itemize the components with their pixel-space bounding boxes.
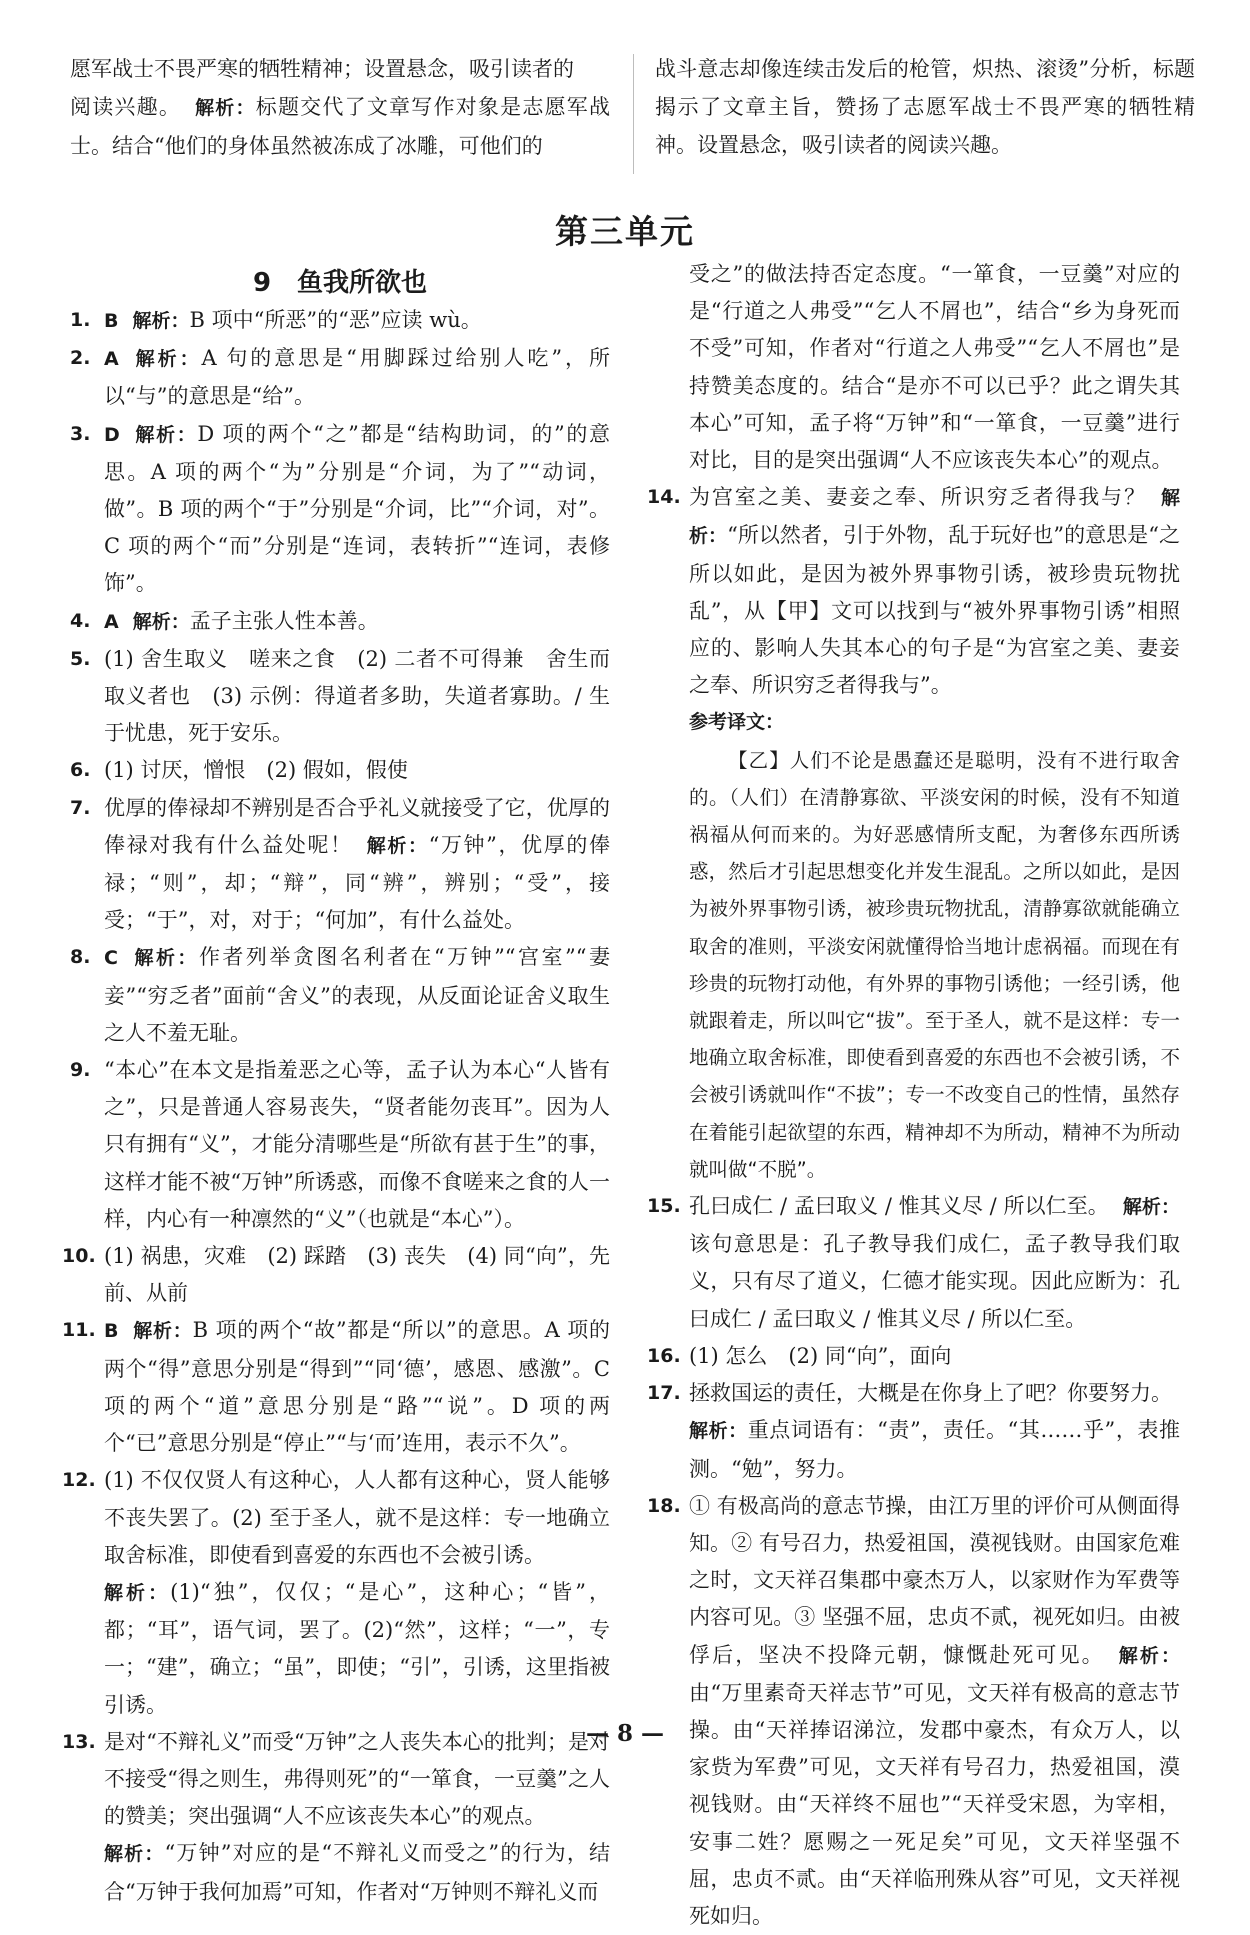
answer-item-12 [62,1462,610,1723]
item-number: 10. [62,1245,96,1268]
jiexi-label: 解析： [133,423,198,446]
item-number: 6. [70,759,91,782]
answer-letter: A [104,610,119,633]
item-number: 11. [62,1319,96,1342]
top-left-line1: 愿军战士不畏严寒的牺牲精神；设置悬念，吸引读者的 [70,57,574,81]
left-column [62,302,610,1911]
item-text: A 句的意思是“用脚踩过给别人吃”，所以“与”的意思是“给”。 [104,346,610,409]
answer-item-2 [70,340,610,415]
answer-letter: B [104,1320,119,1343]
answer-item-9 [70,1052,610,1238]
item-number: 4. [70,609,91,632]
item-number: 3. [70,422,91,445]
item-text: D 项的两个“之”都是“结构助词，的”的意思。A 项的两个“为”分别是“介词，为了”“动词，做”。B 项的两个“于”分别是“介词，比”“介词，对”。C 项的两个“而”分别是“连词，表转折”“连词，表修饰”。 [104,421,610,596]
item-answer-text: ① 有极高尚的意志节操，由江万里的评价可从侧面得知。② 有号召力，热爱祖国，漠视钱财。由国家危难之时，文天祥召集郡中豪杰万人，以家财作为军费等内容可见。③ 坚强不屈，忠贞不贰，视死如归。由被俘后，坚决不投降元朝，慷慨赴死可见。 [689,1493,1180,1667]
item-text: “万钟”，优厚的俸禄；“则”，却；“辩”，同“辨”，辨别；“受”，接受；“于”，对，对于；“何加”，有什么益处。 [104,832,610,933]
item-text: 是对“不辩礼义”而受“万钟”之人丧失本心的批判；是对不接受“得之则生，弗得则死”的“一箪食，一豆羹”之人的赞美；突出强调“人不应该丧失本心”的观点。 [104,1729,610,1829]
jiexi-label: 解析： [104,1581,171,1604]
item-text: 受之”的做法持否定态度。“一箪食，一豆羹”对应的是“行道之人弗受”“乞人不屑也”，结合“乡为身死而不受”可知，作者对“行道之人弗受”“乞人不屑也”是持赞美态度的。结合“是亦不可以已乎？此之谓失其本心”可知，孟子将“万钟”和“一箪食，一豆羹”进行对比，目的是突出强调“人不应该丧失本心”的观点。 [689,262,1180,473]
item-answer-text: 优厚的俸禄却不辨别是否合乎礼义就接受了它，优厚的俸禄对我有什么益处呢！ [104,795,610,857]
translation-text: 人们不论是愚蠢还是聪明，没有不进行取舍的。（人们）在清静寡欲、平淡安闲的时候，没有不知道祸福从何而来的。为好恶感情所支配，为奢侈东西所诱惑，然后才引起思想变化并发生混乱。之所以如此，是因为被外界事物引诱，被珍贵玩物扰乱，清静寡欲就能确立取舍的准则，平淡安闲就懂得恰当地计虑祸福。而现在有珍贵的玩物打动他，有外界的事物引诱他；一经引诱，他就跟着走，所以叫它“拔”。至于圣人，就不是这样：专一地确立取舍标准，即使看到喜爱的东西也不会被引诱，不会被引诱就叫作“不拔”；专一不改变自己的性情，虽然存在着能引起欲望的东西，精神却不为所动，精神不为所动就叫做“不脱”。 [689,748,1180,1181]
item-text: B 项的两个“故”都是“所以”的意思。A 项的两个“得”意思分别是“得到”“同‘德’，感恩、感激”。C 项的两个“道”意思分别是“路”“说”。D 项的两个“已”意思分别是“停止”“与‘而’连用，表示不久”。 [104,1318,610,1456]
jiexi-label: 解析： [131,947,199,970]
item-text: (1) 怎么 (2) 同“向”，面向 [689,1343,952,1368]
unit-title: 第三单元 [555,212,695,251]
item-text: (1) 讨厌，憎恨 (2) 假如，假使 [104,758,408,783]
reference-translation [689,742,1180,1188]
item-number: 1. [70,309,91,331]
item-text: “本心”在本文是指羞恶之心等，孟子认为本心“人皆有之”，只是普通人容易丧失，“贤者能勿丧耳”。因为人只有拥有“义”，才能分清哪些是“所欲有甚于生”的事，这样才能不被“万钟”所诱惑，而像不食嗟来之食的人一样，内心有一种凛然的“义”（也就是“本心”）。 [104,1058,610,1231]
item-text: 该句意思是：孔子教导我们成仁，孟子教导我们取义，只有尽了道义，仁德才能实现。因此应断为：孔曰成仁 / 孟曰取义 / 惟其义尽 / 所以仁至。 [689,1232,1180,1331]
item-text: 由“万里素奇天祥志节”可见，文天祥有极高的意志节操。由“天祥捧诏涕泣，发郡中豪杰，有众万人，以家赀为军费”可见，文天祥有号召力，热爱祖国，漠视钱财。由“天祥终不屈也”“天祥受宋恩，为宰相，安事二姓？愿赐之一死足矣”可见，文天祥坚强不屈，忠贞不贰。由“天祥临刑殊从容”可见，文天祥视死如归。 [689,1680,1180,1928]
answer-item-16 [647,1338,1180,1375]
page-number: — 8 — [585,1720,665,1747]
top-left-rest: 标题交代了文章写作对象是志愿军战士。结合“他们的身体虽然被冻成了冰雕，可他们的 [70,95,610,158]
answer-item-10 [62,1238,610,1312]
answer-item-6 [70,752,610,789]
item-number: 8. [70,946,91,969]
jiexi-label: 解析： [132,610,190,633]
item-number: 14. [647,486,681,509]
answer-item-13 [62,1724,610,1911]
jiexi-label: 解析： [1122,1196,1180,1219]
item-text: B 项中“所恶”的“恶”应读 wù。 [189,308,482,332]
jiexi-label: 解析： [104,1843,165,1866]
item-text: 拯救国运的责任，大概是在你身上了吧？你要努力。 [689,1381,1172,1406]
answer-letter: D [104,423,120,446]
item-number: 5. [70,647,91,670]
jiexi-label: 解析： [132,310,190,332]
jiexi-label: 解析： [195,97,256,119]
item-number: 13. [62,1730,96,1753]
item-number: 15. [647,1195,681,1218]
item-text: (1) 不仅仅贤人有这种心，人人都有这种心，贤人能够不丧失罢了。(2) 至于圣人，就不是这样：专一地确立取舍标准，即使看到喜爱的东西也不会被引诱。 [104,1468,610,1567]
item-text: 作者列举贪图名利者在“万钟”“宫室”“妻妾”“穷乏者”面前“舍义”的表现，从反面论证舍义取生之人不羞无耻。 [104,945,610,1045]
jiexi-label: 解析： [132,348,202,371]
jiexi-label: 解析： [689,1420,748,1443]
item-number: 12. [62,1469,96,1492]
jiexi-label: 解析： [132,1320,193,1343]
jiexi-label: 解析： [366,834,429,857]
answer-letter: B [104,310,119,332]
reference-translation-title: 参考译文： [689,711,785,734]
item-number: 16. [647,1344,681,1367]
answer-item-8 [70,939,610,1052]
answer-item-15 [647,1188,1180,1338]
top-left-column [70,50,610,165]
answer-item-11 [62,1312,610,1462]
answer-item-4 [70,603,610,641]
answer-item-14 [647,479,1180,704]
item-explanation: “万钟”对应的是“不辩礼义而受之”的行为，结合“万钟于我何加焉”可知，作者对“万钟则不辩礼义而 [104,1841,610,1904]
answer-item-17 [647,1375,1180,1488]
item-13-continued [655,256,1180,479]
jiexi-label: 解析： [1118,1644,1180,1667]
item-text: “所以然者，引于外物，乱于玩好也”的意思是“之所以如此，是因为被外界事物引诱，被珍贵玩物扰乱”，从【甲】文可以找到与“被外界事物引诱”相照应的、影响人失其本心的句子是“为宫室之美、妻妾之奉、所识穷乏者得我与”。 [689,523,1180,698]
right-column [647,256,1180,1935]
answer-item-7 [70,790,610,940]
answer-letter: A [104,348,119,371]
answer-item-3 [70,416,610,603]
item-explanation: (1)“独”，仅仅；“是心”，这种心；“皆”，都；“耳”，语气词，罢了。(2)“然”，这样；“一”，专一；“建”，确立；“虽”，即使；“引”，引诱，这里指被引诱。 [104,1579,610,1717]
item-answer-text: 为宫室之美、妻妾之奉、所识穷乏者得我与？ [689,485,1147,510]
item-number: 17. [647,1382,681,1405]
answer-item-1 [70,302,610,340]
column-divider [633,54,634,174]
answer-letter: C [104,947,118,970]
lesson-title: 9 鱼我所欲也 [252,268,428,298]
item-text: (1) 舍生取义 嗟来之食 (2) 二者不可得兼 舍生而取义者也 (3) 示例：得道者多助，失道者寡助。/ 生于忧患，死于安乐。 [104,646,610,746]
jiexi-label: 解析： [689,487,1180,548]
item-number: 2. [70,347,91,370]
item-explanation: 重点词语有：“责”，责任。“其……乎”，表推测。“勉”，努力。 [689,1418,1180,1481]
answer-item-18 [647,1488,1180,1935]
item-text: 孟子主张人性本善。 [189,608,379,633]
top-left-line2: 阅读兴趣。 [70,95,182,119]
item-number: 7. [70,796,91,819]
item-text: (1) 祸患，灾难 (2) 踩踏 (3) 丧失 (4) 同“向”，先前、从前 [104,1244,610,1306]
item-number: 18. [647,1494,681,1517]
answer-item-5 [70,641,610,753]
item-number: 9. [70,1059,91,1082]
top-right-column: 战斗意志却像连续击发后的枪管，炽热、滚烫”分析，标题揭示了文章主旨，赞扬了志愿军战士不畏严寒的牺牲精神。设置悬念，吸引读者的阅读兴趣。 [655,57,1195,157]
item-answer-text: 孔曰成仁 / 孟曰取义 / 惟其义尽 / 所以仁至。 [689,1194,1109,1219]
translation-label: 【乙】 [728,748,790,772]
